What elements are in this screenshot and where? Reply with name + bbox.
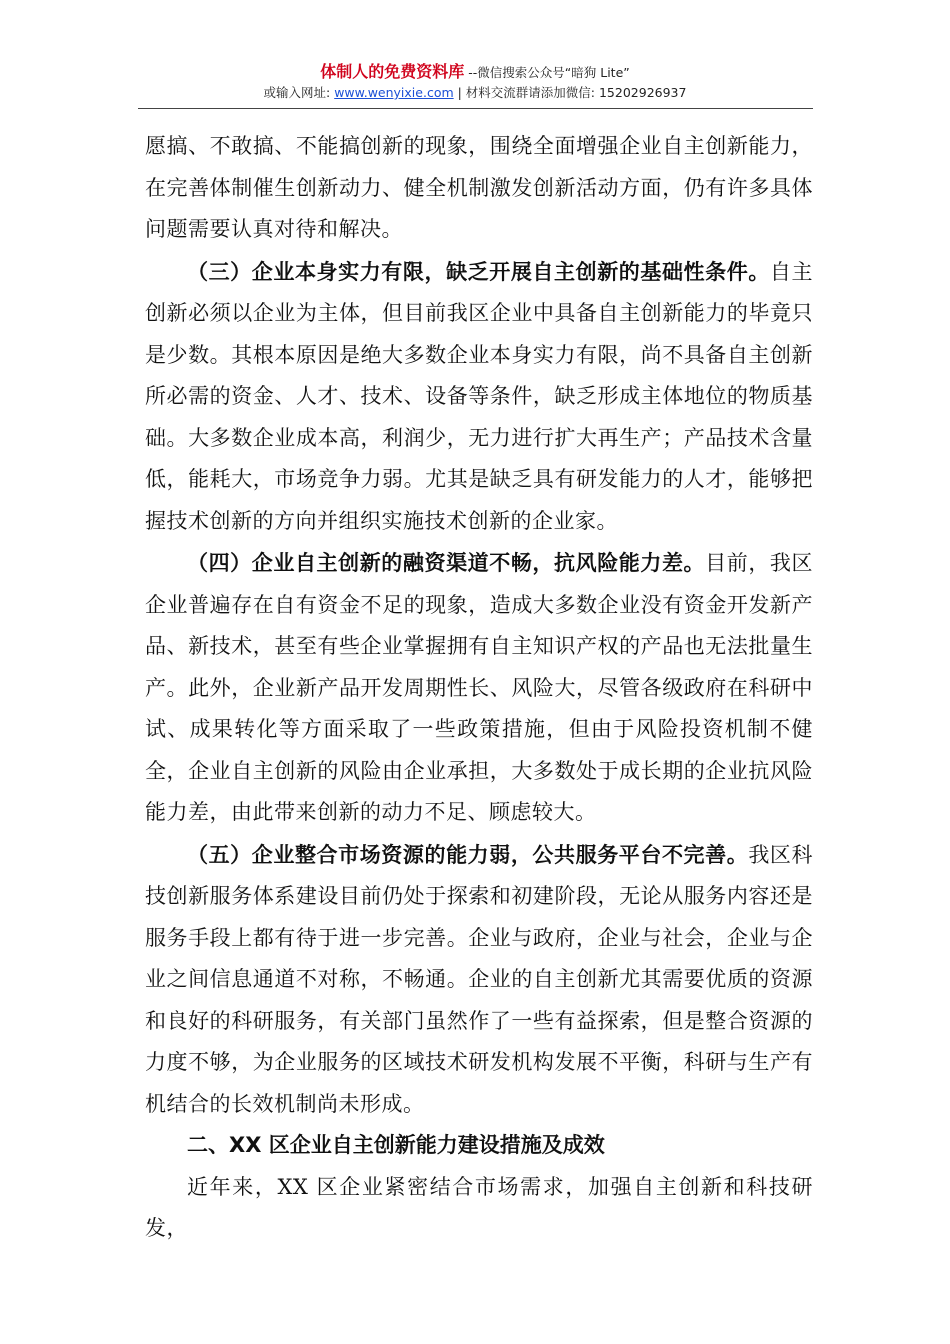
page-header <box>0 62 950 102</box>
header-divider <box>138 108 813 109</box>
paragraph-4-heading: （四）企业自主创新的融资渠道不畅，抗风险能力差。 <box>187 550 706 575</box>
brand-title: 体制人的免费资料库 <box>320 62 465 81</box>
section-heading: 二、XX 区企业自主创新能力建设措施及成效 <box>187 1133 605 1157</box>
paragraph-5-text: 我区科技创新服务体系建设目前仍处于探索和初建阶段，无论从服务内容还是服务手段上都有待于进一步完善。企业与政府，企业与社会，企业与企业之间信息通道不对称，不畅通。企业的自主创新尤其需要优质的资源和良好的科研服务，有关部门虽然作了一些有益探索，但是整合资源的力度不够，为企业服务的区域技术研发机构发展不平衡，科研与生产有机结合的长效机制尚未形成。 <box>145 842 814 1116</box>
header-banner <box>0 62 950 83</box>
contact-suffix: | 材料交流群请添加微信: 15202926937 <box>453 85 687 100</box>
site-link[interactable]: www.wenyixie.com <box>334 85 454 100</box>
paragraph-3-heading: （三）企业本身实力有限，缺乏开展自主创新的基础性条件。 <box>187 258 770 284</box>
paragraph-3-text: 自主创新必须以企业为主体，但目前我区企业中具备自主创新能力的毕竟只是少数。其根本原因是绝大多数企业本身实力有限，尚不具备自主创新所必需的资金、人才、技术、设备等条件，缺乏形成主体地位的物质基础。大多数企业成本高，利润少，无力进行扩大再生产；产品技术含量低，能耗大，市场竞争力弱。尤其是缺乏具有研发能力的人才，能够把握技术创新的方向并组织实施技术创新的企业家。 <box>145 259 814 533</box>
paragraph-4-text: 目前，我区企业普遍存在自有资金不足的现象，造成大多数企业没有资金开发新产品、新技术，甚至有些企业掌握拥有自主知识产权的产品也无法批量生产。此外，企业新产品开发周期性长、风险大，尽管各级政府在科研中试、成果转化等方面采取了一些政策措施，但由于风险投资机制不健全，企业自主创新的风险由企业承担，大多数处于成长期的企业抗风险能力差，由此带来创新的动力不足、顾虑较大。 <box>145 551 813 824</box>
paragraph-3 <box>145 251 813 543</box>
url-prefix: 或输入网址: <box>263 85 335 100</box>
paragraph-continuation: 愿搞、不敢搞、不能搞创新的现象，围绕全面增强企业自主创新能力，在完善体制催生创新动力、健全机制激发创新活动方面，仍有许多具体问题需要认真对待和解决。 <box>145 134 813 241</box>
document-body <box>145 126 813 1250</box>
header-contact <box>0 83 950 102</box>
paragraph-4 <box>145 542 813 834</box>
wechat-tagline: --微信搜索公众号“暗狗 Lite” <box>464 65 630 80</box>
paragraph-last: 近年来，XX 区企业紧密结合市场需求，加强自主创新和科技研发， <box>145 1174 813 1240</box>
paragraph-5-heading: （五）企业整合市场资源的能力弱，公共服务平台不完善。 <box>187 841 749 867</box>
paragraph-5 <box>145 834 813 1126</box>
